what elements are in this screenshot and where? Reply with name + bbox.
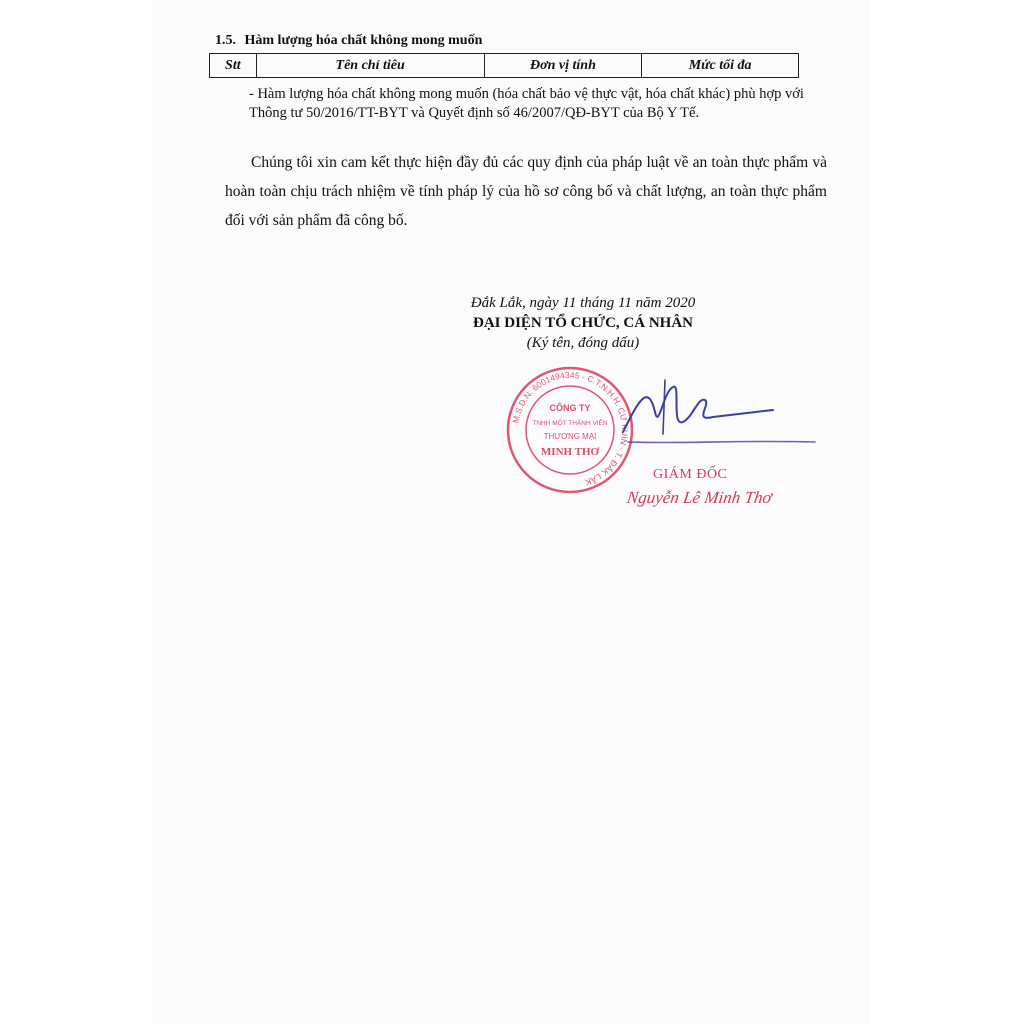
spec-table: [209, 53, 799, 78]
table-header-max: Mức tối đa: [642, 54, 799, 78]
section-number: 1.5.: [215, 33, 236, 48]
commitment-paragraph: Chúng tôi xin cam kết thực hiện đầy đủ các quy định của pháp luật về an toàn thực phẩm và hoàn toàn chịu trách nhiệm về tính pháp lý của hồ sơ công bố và chất lượng, an toàn thực phẩm đối với sản phẩm đã công bố.: [225, 154, 827, 229]
sign-note: (Ký tên, đóng dấu): [526, 335, 640, 351]
place-date: Đắk Lắk, ngày 11 tháng 11 năm 2020: [470, 295, 696, 311]
stamp-company-line: THƯƠNG MẠI: [543, 432, 597, 441]
section-heading: [215, 33, 482, 49]
table-header-row: [210, 54, 799, 78]
signature-mark: [593, 372, 818, 457]
note-line: Thông tư 50/2016/TT-BYT và Quyết định số 46/2007/QĐ-BYT của Bộ Y Tế.: [249, 105, 700, 121]
section-title: Hàm lượng hóa chất không mong muốn: [244, 33, 483, 48]
document-page: [153, 0, 869, 1024]
note-line: - Hàm lượng hóa chất không mong muốn (hóa chất bảo vệ thực vật, hóa chất khác) phù hợp với: [249, 86, 804, 102]
table-header-unit: Đơn vị tính: [484, 54, 642, 78]
stamp-company-line: MINH THƠ: [540, 446, 600, 458]
stamp-company-line: TNHH MỘT THÀNH VIÊN: [532, 420, 608, 427]
table-header-stt: Stt: [210, 54, 257, 78]
stamp-company-line: CÔNG TY: [549, 403, 591, 413]
table-header-name: Tên chỉ tiêu: [256, 54, 484, 78]
regulation-note: [249, 85, 829, 123]
stamp-outer-text: M.S.D.N: 6001494345 - C.T.N.H.H. CƯ KUIN - T. ĐẮK LẮK: [510, 369, 631, 488]
director-name: Nguyễn Lê Minh Thơ: [625, 488, 773, 507]
director-title: GIÁM ĐỐC: [653, 467, 728, 482]
representative-heading: ĐẠI DIỆN TỔ CHỨC, CÁ NHÂN: [472, 315, 693, 331]
